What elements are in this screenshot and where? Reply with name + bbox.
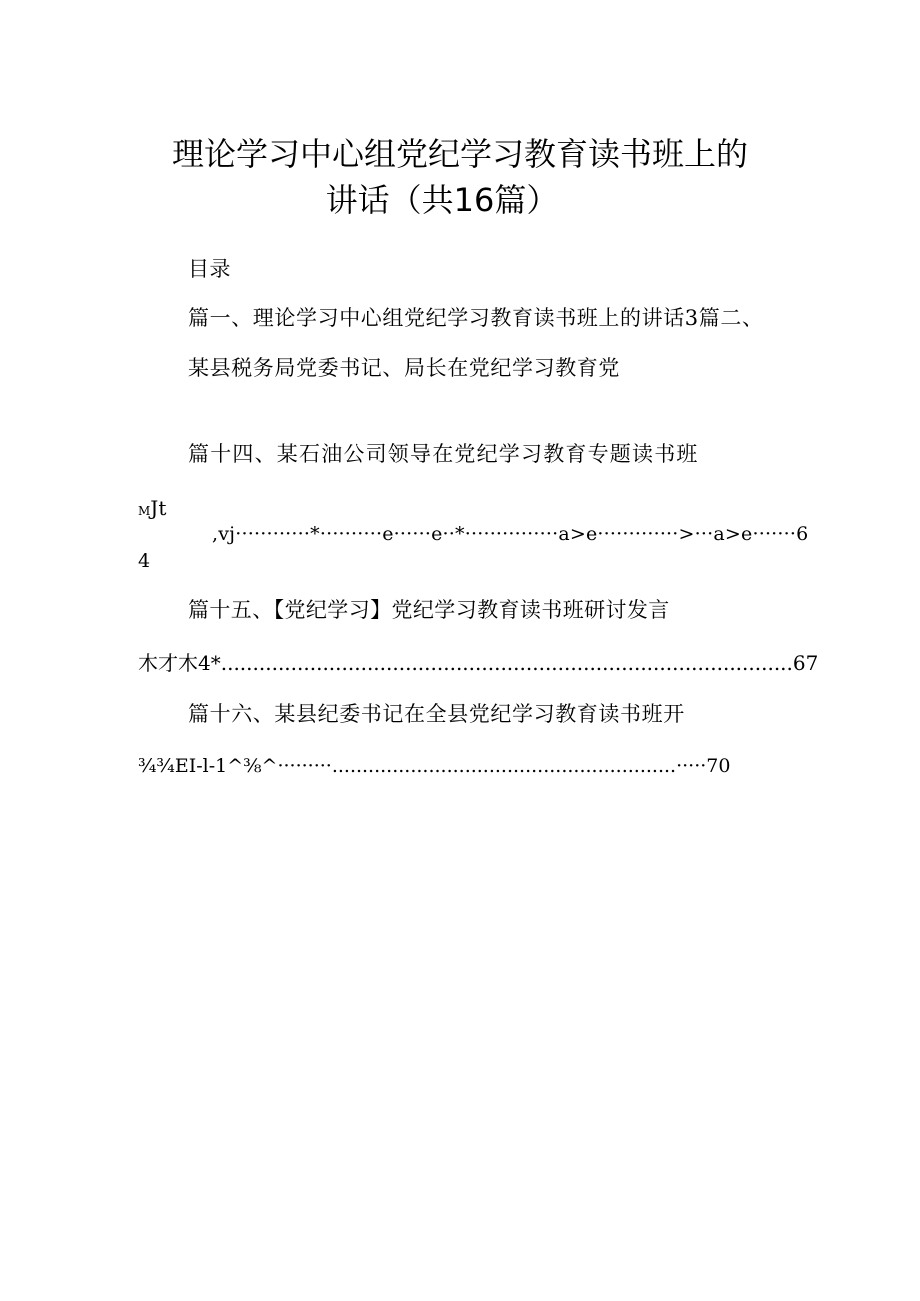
toc-entry-14: 篇十四、某石油公司领导在党纪学习教育专题读书班: [188, 442, 699, 466]
toc-entry-14-continuation: [138, 496, 166, 523]
toc-entry-15: 篇十五、【党纪学习】党纪学习教育读书班研讨发言: [188, 598, 670, 622]
toc-entry-14-page: 4: [138, 550, 151, 572]
toc-entry-15-leader: 木才木4*..........................................................................................67: [138, 651, 819, 675]
document-title-line-1: 理论学习中心组党纪学习教育读书班上的: [171, 135, 748, 173]
toc-entry-14-leader: ,vj············*··········e······e··*···············a>e·············>···a>e·······6: [212, 523, 809, 545]
document-title-line-2: 讲话（共16篇）: [325, 181, 559, 219]
toc-entry-14-fragment: Jt: [150, 496, 167, 520]
toc-entry-14-small-mark: M: [138, 504, 151, 518]
toc-entry-1: 篇一、理论学习中心组党纪学习教育读书班上的讲话3篇二、: [188, 306, 764, 330]
toc-entry-2: 某县税务局党委书记、局长在党纪学习教育党: [188, 356, 620, 380]
toc-entry-16-leader: ¾¾EI-l-1^⅜^·········.........................................................·····70: [138, 755, 731, 777]
toc-heading: 目录: [188, 257, 231, 281]
toc-entry-16: 篇十六、某县纪委书记在全县党纪学习教育读书班开: [188, 702, 685, 726]
